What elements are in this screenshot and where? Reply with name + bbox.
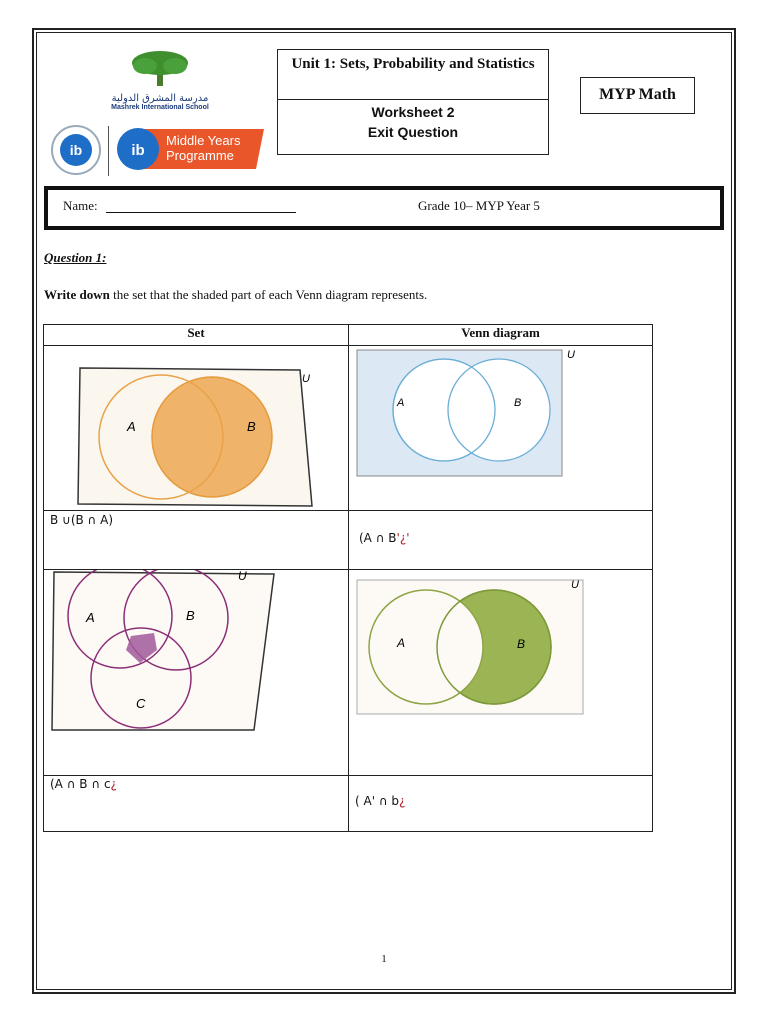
answer-text: (A ∩ B ∩ c [50,777,111,791]
answer-cell-1 [44,511,349,570]
instruction-text: the set that the shaded part of each Venn diagram represents. [109,287,428,302]
school-name: Mashrek International School [111,104,209,111]
answer-accent: ¿ [110,777,117,791]
school-logo [90,48,230,118]
student-info-bar [44,186,724,230]
label-a: A [127,419,136,434]
subject-box: MYP Math [580,77,695,114]
label-u: U [238,570,247,583]
label-b: B [186,608,195,623]
worksheet-title-block [278,102,548,142]
label-u: U [567,349,575,361]
header-venn: Venn diagram [349,325,653,346]
label-b: B [247,419,256,434]
title-box [277,49,549,155]
name-label: Name: [63,198,98,213]
venn-diagram-a-intersection-b-complement [349,346,654,510]
venn-cell-2 [349,346,653,511]
label-u: U [302,373,310,385]
myp-logo [116,127,264,171]
table-row [44,346,653,511]
table-row [44,776,653,832]
unit-title: Unit 1: Sets, Probability and Statistics [278,50,548,100]
instruction-bold: Write down [44,287,110,302]
answer-text: (A ∩ B [359,531,397,545]
worksheet-title: Worksheet 2 [371,104,455,120]
label-a: A [397,397,405,409]
answer-text: ( A' ∩ b [355,794,400,808]
answer-cell-2 [349,511,653,570]
worksheet-subtitle: Exit Question [367,124,459,140]
label-a: A [397,636,406,650]
programme-label: Middle Years Programme [166,133,241,163]
label-b: B [517,637,526,651]
name-field[interactable] [106,212,296,213]
venn-cell-1 [44,346,349,511]
table-header-row [44,325,653,346]
svg-text:ib: ib [131,142,145,159]
table-row [44,570,653,776]
question-label: Question 1: [44,250,107,265]
venn-cell-3 [44,570,349,776]
header-set: Set [44,325,349,346]
label-u: U [571,579,579,591]
answer-text-group [359,531,410,545]
label-c: C [136,696,146,711]
venn-diagram-a-b-c [44,570,348,775]
svg-text:ib: ib [69,142,83,158]
page-number: 1 [381,953,387,965]
table-row [44,511,653,570]
school-name-arabic: مدرسة المشرق الدولية [111,93,209,104]
venn-diagram-a-complement-b [349,570,654,775]
answer-accent: ¿ [399,794,406,808]
label-a: A [86,610,95,625]
answer-text-group [50,777,117,791]
answer-text-group [355,794,405,808]
venn-diagram-b [44,346,348,510]
question-table [43,324,653,832]
label-b: B [514,397,522,409]
answer-cell-3 [44,776,349,832]
ib-world-school-logo [50,124,102,176]
answer-text: B ∪(B ∩ A) [50,513,114,527]
grade-label: Grade 10– MYP Year 5 [418,198,540,213]
question-instruction [44,287,427,303]
answer-cell-4 [349,776,653,832]
answer-accent: '¿' [396,531,410,545]
logo-divider [108,126,109,176]
venn-cell-4 [349,570,653,776]
tree-icon [90,48,230,88]
